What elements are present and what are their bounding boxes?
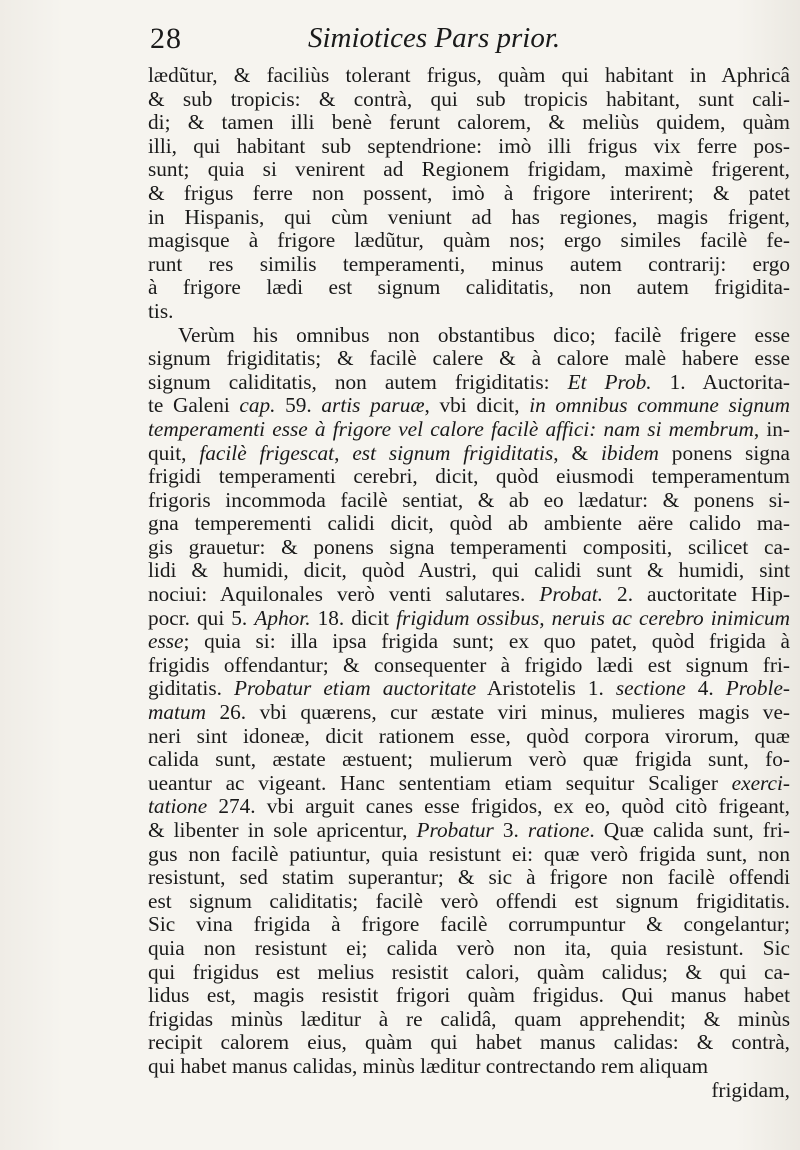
paragraph [148,324,790,1079]
text-run: quit, [148,440,200,465]
text-run: runt res similis temperamenti, minus autem contrarij: ergo [148,251,790,276]
text-run: 18. dicit [310,605,397,630]
text-run: qui frigidus est melius resistit calori, quàm calidus; & qui ca- [148,959,790,984]
text-line [148,418,790,442]
text-line [148,843,790,867]
text-run: 1. Auctorita- [651,369,790,394]
text-line [148,1008,790,1032]
text-run: à frigore lædi est signum caliditatis, non autem frigidita- [148,275,790,300]
text-line [148,772,790,796]
text-run: lidus est, magis resistit frigori quàm frigidus. Qui manus habet [148,983,790,1008]
text-line [148,489,790,513]
text-run: & sub tropicis: & contrà, qui sub tropicis habitant, sunt cali- [148,86,790,111]
text-run: te Galeni [148,393,240,418]
text-run: resistunt, sed statim superantur; & sic à frigore non facilè offendi [148,865,790,890]
text-run: lædũtur, & faciliùs tolerant frigus, quàm qui habitant in Aphricâ [148,63,790,87]
text-run: calida sunt, æstate æstuent; mulierum verò quæ frigida sunt, fo- [148,747,790,772]
italic-text: cap. [239,393,276,418]
text-run: signum frigiditatis; & facilè calere & à calore malè habere esse [148,346,790,371]
text-line [148,182,790,206]
text-run: tis. [148,298,174,323]
text-line [148,394,790,418]
text-line [148,559,790,583]
italic-text: Probat. [539,582,604,607]
text-run: frigidas minùs læditur à re calidâ, quam apprehendit; & minùs [148,1006,790,1031]
text-run: Verùm his omnibus non obstantibus dico; facilè frigere esse [178,322,790,347]
text-line [148,111,790,135]
text-line [148,88,790,112]
text-run: illi, qui habitant sub septendrione: imò illi frigus vix ferre pos- [148,133,790,158]
text-line [148,253,790,277]
text-run: nociui: Aquilonales verò venti salutares. [148,582,540,607]
text-run: frigidis offendantur; & consequenter à frigido lædi est signum fri- [148,652,790,677]
italic-text: artis paruæ [321,393,425,418]
text-line [148,654,790,678]
text-run: lidi & humidi, dicit, quòd Austri, qui calidi sunt & humidi, sint [148,558,790,583]
text-run: , [334,440,353,465]
text-run: & libenter in sole apricentur, [148,818,417,842]
text-line [148,536,790,560]
text-line [148,1055,790,1079]
text-run: recipit calorem eius, quàm qui habet manus calidas: & contrà, [148,1030,790,1055]
text-run: gna temperementi calidi dicit, quòd ab ambiente aëre calido ma- [148,511,790,536]
italic-text: matum [148,700,206,725]
text-line [148,276,790,300]
text-line [148,961,790,985]
text-line [148,630,790,654]
text-line [148,607,790,631]
text-run: est signum caliditatis; facilè verò offendi est signum frigiditatis. [148,888,790,913]
text-run: qui habet manus calidas, minùs læditur contrectando rem aliquam [148,1053,709,1078]
text-run: sunt; quia si venirent ad Regionem frigidam, maximè frigerent, [148,157,790,182]
text-run: 4. [685,676,726,701]
italic-text: exerci- [731,770,790,795]
text-run: in Hispanis, qui cùm veniunt ad has regiones, magis frigent, [148,204,790,229]
italic-text: Aphor. [254,605,311,630]
text-run: , in- [753,416,790,441]
page-number: 28 [150,22,182,55]
text-run: giditatis. [148,676,234,701]
text-line [148,206,790,230]
text-run: ; quia si: illa ipsa frigida sunt; ex quo patet, quòd frigida à [183,629,790,654]
text-run: 26. vbi quærens, cur æstate viri minus, mulieres magis ve- [205,700,790,725]
text-line [148,324,790,348]
text-line [148,158,790,182]
italic-text: esse [148,629,184,654]
text-line [148,64,790,88]
text-run: frigoris incommoda facilè sentiat, & ab eo lædatur: & ponens si- [148,487,790,512]
text-line [148,984,790,1008]
text-line [148,229,790,253]
italic-text: Probatur [416,818,494,842]
text-run: , & [553,440,601,465]
text-line [148,512,790,536]
italic-text: ibidem [600,440,659,465]
catchword: frigidam, [711,1077,790,1102]
text-line [148,819,790,843]
italic-text: ratione [527,818,590,842]
text-run: ponens signa [658,440,790,465]
italic-text: tatione [148,794,208,819]
italic-text: est signum frigiditatis [352,440,554,465]
text-line [148,725,790,749]
text-line [148,937,790,961]
italic-text: temperamenti esse à frigore vel calore facilè affici: nam si membrum [148,416,754,441]
body-text [148,64,790,1102]
text-line [148,135,790,159]
text-run: . Quæ calida sunt, fri- [589,818,790,842]
text-run: 59. [275,393,322,418]
text-run: gus non facilè patiuntur, quia resistunt ei: quæ verò frigida sunt, non [148,841,790,866]
text-line [148,371,790,395]
text-run: & frigus ferre non possent, imò à frigore interirent; & patet [148,180,790,205]
text-run: neri sint idoneæ, dicit rationem esse, quòd corpora virorum, quæ [148,723,790,748]
text-line [148,748,790,772]
text-line [148,583,790,607]
text-run: pocr. qui 5. [148,605,255,630]
text-line [148,677,790,701]
text-run: frigidi temperamenti cerebri, dicit, quòd eiusmodi temperamentum [148,464,790,489]
text-line [148,890,790,914]
text-run: quia non resistunt ei; calida verò non ita, quia resistunt. Sic [148,935,790,960]
text-run: , vbi dicit, [424,393,530,418]
italic-text: Proble- [725,676,790,701]
paragraph [148,64,790,324]
text-line [148,866,790,890]
text-run: 3. [493,818,528,842]
italic-text: frigidum ossibus, neruis ac cerebro inimicum [396,605,790,630]
text-line [148,465,790,489]
text-run: 2. auctoritate Hip- [603,582,790,607]
text-run: signum caliditatis, non autem frigiditatis: [148,369,568,394]
text-run: Aristotelis 1. [476,676,616,701]
text-line [148,300,790,324]
italic-text: facilè frigescat [199,440,335,465]
text-line [148,442,790,466]
text-run: di; & tamen illi benè ferunt calorem, & meliùs quidem, quàm [148,110,790,135]
running-head: Simiotices Pars prior. [308,22,561,54]
italic-text: Probatur etiam auctoritate [234,676,477,701]
italic-text: in omnibus commune signum [529,393,790,418]
page-header [150,18,610,62]
italic-text: sectione [615,676,686,701]
text-line [148,701,790,725]
text-run: Sic vina frigida à frigore facilè corrumpuntur & congelantur; [148,912,790,937]
text-run: magisque à frigore lædũtur, quàm nos; ergo similes facilè fe- [148,228,790,253]
text-line [148,913,790,937]
italic-text: Et Prob. [567,369,652,394]
text-line [148,1031,790,1055]
text-line [148,795,790,819]
text-run: gis grauetur: & ponens signa temperamenti compositi, scilicet ca- [148,534,790,559]
text-run: ueantur ac vigeant. Hanc sententiam etiam sequitur Scaliger [148,770,732,795]
text-run: 274. vbi arguit canes esse frigidos, ex eo, quòd citò frigeant, [207,794,790,819]
text-line [148,347,790,371]
